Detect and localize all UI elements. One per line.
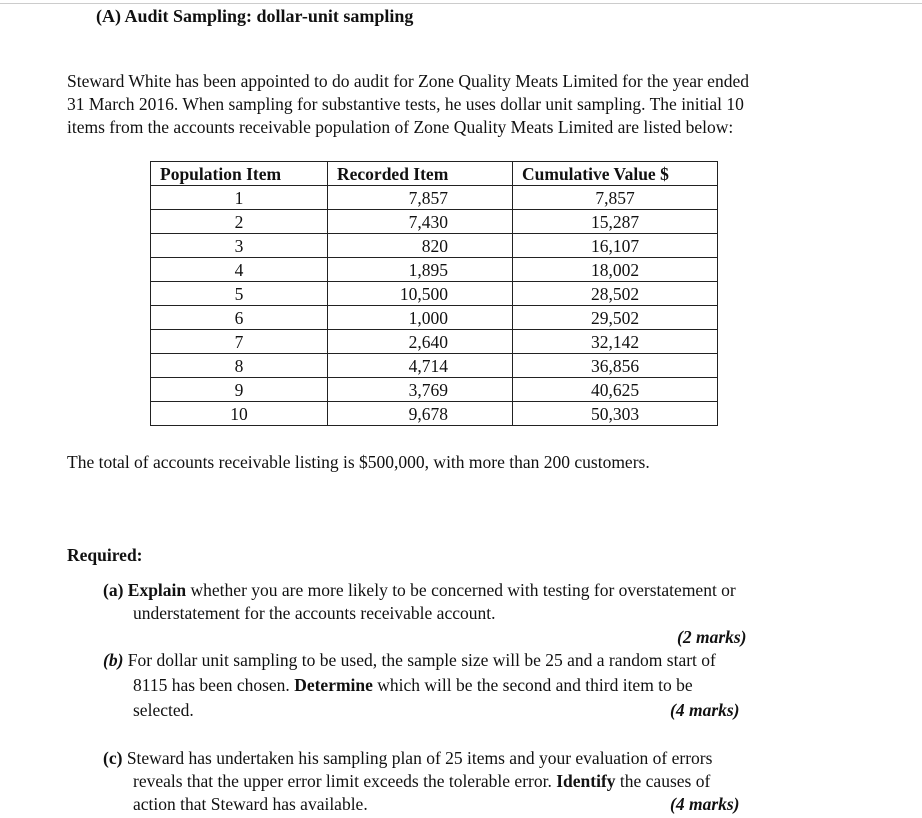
question-marks: (4 marks) [670, 700, 740, 720]
recorded-item-cell: 4,714 [328, 354, 513, 378]
page-top-border [0, 3, 922, 4]
question-label: (a) [103, 580, 124, 600]
question-text: selected. [133, 700, 194, 720]
table-row [151, 282, 718, 306]
recorded-item-cell: 9,678 [328, 402, 513, 426]
population-item-cell: 5 [151, 282, 328, 306]
intro-line: Steward White has been appointed to do audit for Zone Quality Meats Limited for the year ended [67, 71, 749, 91]
required-heading: Required: [67, 545, 143, 565]
table-row [151, 234, 718, 258]
cumulative-value-cell: 36,856 [513, 354, 718, 378]
table-row [151, 210, 718, 234]
recorded-item-cell: 10,500 [328, 282, 513, 306]
table-row [151, 258, 718, 282]
recorded-item-cell: 1,000 [328, 306, 513, 330]
table-row [151, 354, 718, 378]
question-verb: Explain [127, 580, 187, 600]
question-marks: (2 marks) [677, 627, 747, 647]
question-text: which will be the second and third item to be [372, 675, 693, 695]
recorded-item-cell: 3,769 [328, 378, 513, 402]
header-population-item: Population Item [151, 162, 328, 186]
cumulative-value-cell: 15,287 [513, 210, 718, 234]
population-item-cell: 8 [151, 354, 328, 378]
table-row [151, 306, 718, 330]
population-item-cell: 9 [151, 378, 328, 402]
population-item-cell: 2 [151, 210, 328, 234]
question-verb: Identify [556, 771, 616, 791]
receivables-table [150, 161, 718, 426]
recorded-item-cell: 7,857 [328, 186, 513, 210]
population-item-cell: 3 [151, 234, 328, 258]
question-c [103, 747, 833, 816]
question-marks: (4 marks) [670, 794, 740, 814]
table-header-row [151, 162, 718, 186]
total-statement: The total of accounts receivable listing is $500,000, with more than 200 customers. [67, 452, 650, 472]
cumulative-value-cell: 50,303 [513, 402, 718, 426]
table-row [151, 402, 718, 426]
cumulative-value-cell: 32,142 [513, 330, 718, 354]
population-item-cell: 7 [151, 330, 328, 354]
population-item-cell: 6 [151, 306, 328, 330]
intro-paragraph [67, 70, 867, 139]
header-cumulative-value: Cumulative Value $ [513, 162, 718, 186]
cumulative-value-cell: 29,502 [513, 306, 718, 330]
cumulative-value-cell: 16,107 [513, 234, 718, 258]
table-row [151, 378, 718, 402]
question-label: (c) [103, 748, 123, 768]
header-recorded-item: Recorded Item [328, 162, 513, 186]
question-verb: Determine [294, 675, 373, 695]
population-item-cell: 10 [151, 402, 328, 426]
question-text: Steward has undertaken his sampling plan of 25 items and your evaluation of errors [122, 748, 713, 768]
population-item-cell: 1 [151, 186, 328, 210]
intro-line: items from the accounts receivable population of Zone Quality Meats Limited are listed below: [67, 117, 734, 137]
question-text: 8115 has been chosen. [133, 675, 295, 695]
question-text: whether you are more likely to be concerned with testing for overstatement or [186, 580, 736, 600]
table-row [151, 330, 718, 354]
question-b [103, 649, 833, 722]
population-item-cell: 4 [151, 258, 328, 282]
question-text: understatement for the accounts receivable account. [133, 603, 496, 623]
question-a [103, 579, 833, 647]
recorded-item-cell: 7,430 [328, 210, 513, 234]
cumulative-value-cell: 28,502 [513, 282, 718, 306]
cumulative-value-cell: 18,002 [513, 258, 718, 282]
recorded-item-cell: 820 [328, 234, 513, 258]
table-row [151, 186, 718, 210]
section-title: (A) Audit Sampling: dollar-unit sampling [96, 6, 414, 26]
question-text: For dollar unit sampling to be used, the sample size will be 25 and a random start of [123, 650, 716, 670]
intro-line: 31 March 2016. When sampling for substantive tests, he uses dollar unit sampling. The initial 10 [67, 94, 744, 114]
question-label: (b) [103, 650, 124, 670]
question-text: the causes of [615, 771, 711, 791]
recorded-item-cell: 2,640 [328, 330, 513, 354]
question-text: action that Steward has available. [133, 794, 368, 814]
question-text: reveals that the upper error limit exceeds the tolerable error. [133, 771, 557, 791]
recorded-item-cell: 1,895 [328, 258, 513, 282]
cumulative-value-cell: 40,625 [513, 378, 718, 402]
cumulative-value-cell: 7,857 [513, 186, 718, 210]
